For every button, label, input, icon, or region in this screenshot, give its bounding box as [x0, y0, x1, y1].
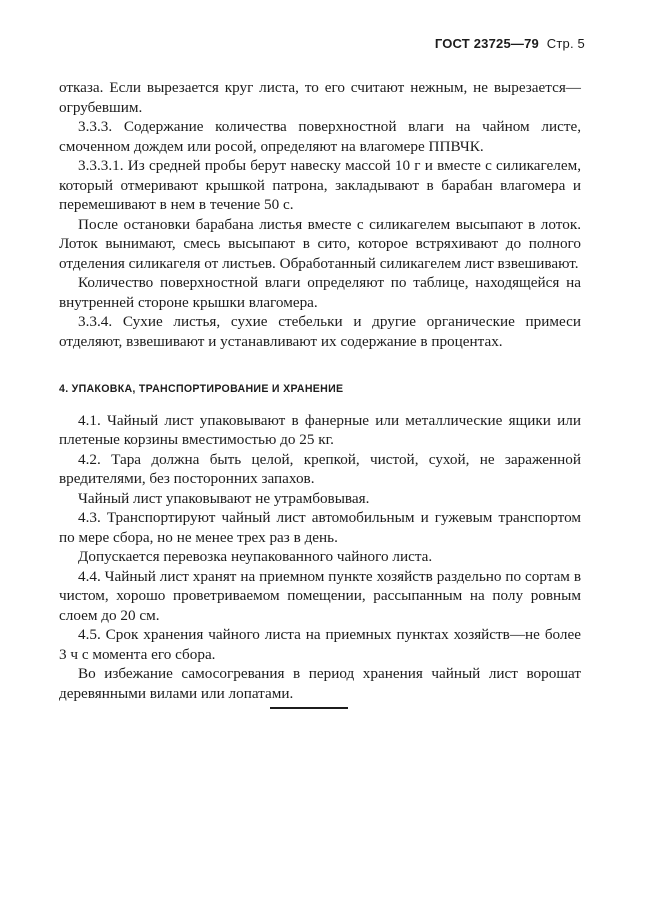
- paragraph-3-3-4: 3.3.4. Сухие листья, сухие стебельки и другие органические примеси отделяют, взвешивают и устанавливают их содержание в процентах.: [59, 313, 581, 350]
- paragraph-3-3-3-1: 3.3.3.1. Из средней пробы берут навеску массой 10 г и вместе с силикагелем, который отмеривают крышкой патрона, закладывают в барабан влагомера и перемешивают в нем в течение 50 с.: [59, 157, 581, 213]
- paragraph-avoid: Во избежание самосогревания в период хранения чайный лист ворошат деревянными вилами или лопатами.: [59, 665, 581, 702]
- page-number: Стр. 5: [546, 36, 585, 51]
- section-heading: 4. УПАКОВКА, ТРАНСПОРТИРОВАНИЕ И ХРАНЕНИЕ: [59, 383, 344, 395]
- page-header: [435, 36, 585, 51]
- paragraph-4-1: 4.1. Чайный лист упаковывают в фанерные или металлические ящики или плетеные корзины вместимостью до 25 кг.: [59, 411, 581, 448]
- paragraph-4-2: 4.2. Тара должна быть целой, крепкой, чистой, сухой, не зараженной вредителями, без посторонних запахов.: [59, 450, 581, 487]
- paragraph-3-3-3: 3.3.3. Содержание количества поверхностной влаги на чайном листе, смоченном дождем или росой, определяют на влагомере ППВЧК.: [59, 118, 581, 155]
- paragraph-4-5: 4.5. Срок хранения чайного листа на приемных пунктах хозяйств—не более 3 ч с момента его сбора.: [59, 626, 581, 663]
- paragraph-4-4: 4.4. Чайный лист хранят на приемном пункте хозяйств раздельно по сортам в чистом, хорошо проветриваемом помещении, рассыпанным на полу ровным слоем до 20 см.: [59, 567, 581, 624]
- document-body: [59, 78, 581, 703]
- paragraph-4-3: 4.3. Транспортируют чайный лист автомобильным и гужевым транспортом по мере сбора, но не менее трех раз в день.: [59, 509, 581, 546]
- paragraph-after-stop: После остановки барабана листья вместе с силикагелем высыпают в лоток. Лоток вынимают, смесь высыпают в сито, которое встряхивают до полного отделения силикагеля от листьев. Обработанный силикагелем лист взвешивают.: [59, 215, 581, 272]
- paragraph-continuation: отказа. Если вырезается круг листа, то его считают нежным, не вырезается—огрубевшим.: [59, 79, 581, 116]
- paragraph-pack: Чайный лист упаковывают не утрамбовывая.: [78, 489, 370, 507]
- paragraph-allowed: Допускается перевозка неупакованного чайного листа.: [78, 548, 433, 565]
- standard-number: ГОСТ 23725—79: [434, 36, 539, 51]
- paragraph-surface-moisture: Количество поверхностной влаги определяют по таблице, находящейся на внутренней стороне крышки влагомера.: [59, 274, 581, 311]
- end-rule: [270, 707, 348, 709]
